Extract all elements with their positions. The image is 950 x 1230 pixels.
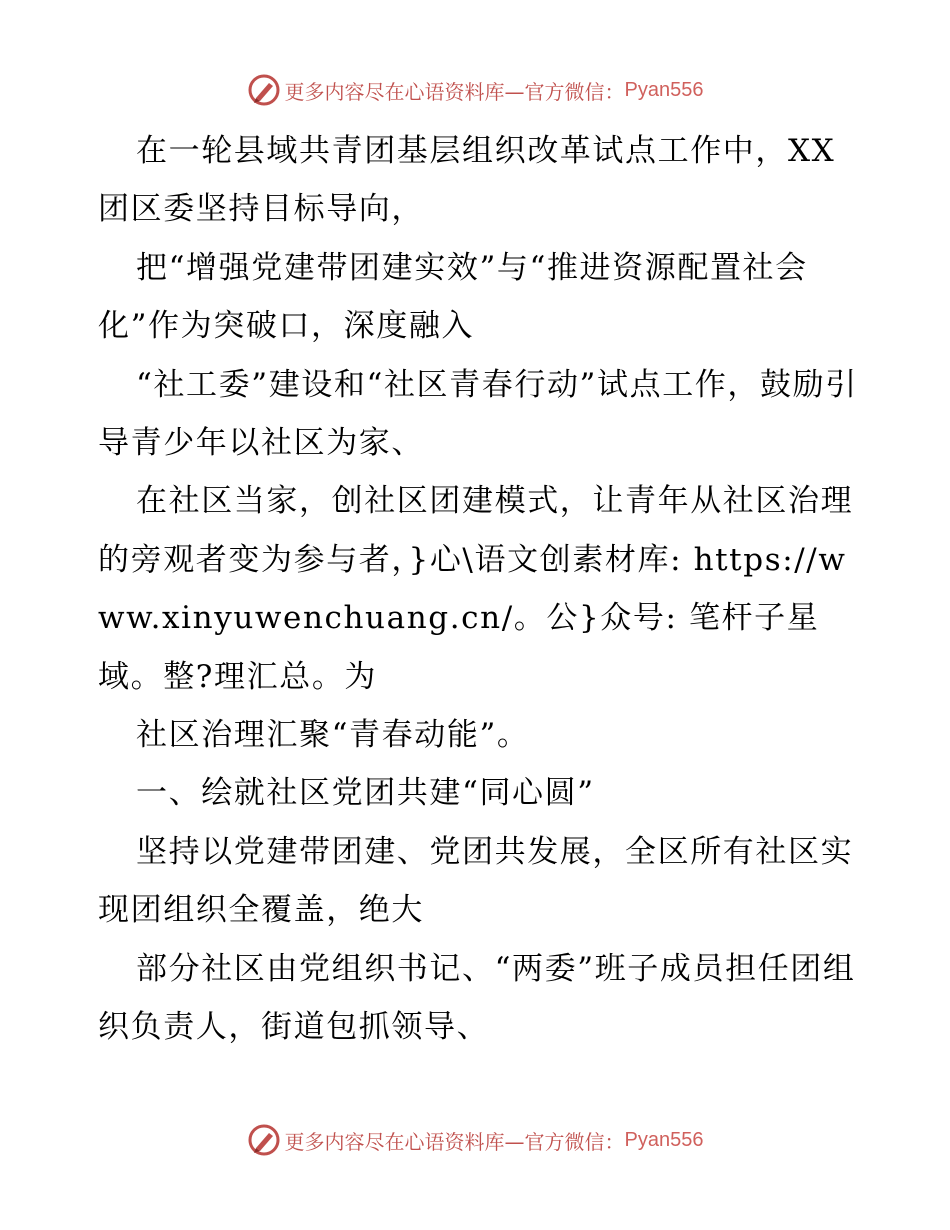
- footer-watermark: [0, 1120, 950, 1160]
- paragraph-6: 坚持以党建带团建、党团共发展，全区所有社区实现团组织全覆盖，绝大: [98, 833, 854, 929]
- paragraph-2: 把“增强党建带团建实效”与“推进资源配置社会化”作为突破口，深度融入: [98, 249, 808, 345]
- paragraph-1: 在一轮县域共青团基层组织改革试点工作中，XX团区委坚持目标导向，: [98, 133, 836, 228]
- paragraph-3: “社工委”建设和“社区青春行动”试点工作，鼓励引导青少年以社区为家、: [98, 366, 858, 462]
- header-watermark: [0, 70, 950, 110]
- section-heading: 一、绘就社区党团共建“同心圆”: [136, 775, 595, 812]
- footer-watermark-handle: Pyan556: [624, 1128, 704, 1151]
- document-body: [98, 122, 858, 1057]
- pen-logo-icon: [247, 1123, 281, 1157]
- paragraph-4: 在社区当家，创社区团建模式，让青年从社区治理的旁观者变为参与者，}心\语文创素材库: https://www.xinyuwenchuang.cn/。公}众号: 笔杆子星域。整?理汇总。为: [98, 483, 854, 695]
- paragraph-5: 社区治理汇聚“青春动能”。: [136, 717, 530, 754]
- footer-watermark-text: 更多内容尽在心语资料库—官方微信：: [284, 1129, 625, 1154]
- pen-logo-icon: [247, 73, 281, 107]
- header-watermark-handle: Pyan556: [624, 78, 704, 101]
- header-watermark-text: 更多内容尽在心语资料库—官方微信：: [284, 79, 625, 104]
- paragraph-7: 部分社区由党组织书记、“两委”班子成员担任团组织负责人，街道包抓领导、: [98, 950, 856, 1046]
